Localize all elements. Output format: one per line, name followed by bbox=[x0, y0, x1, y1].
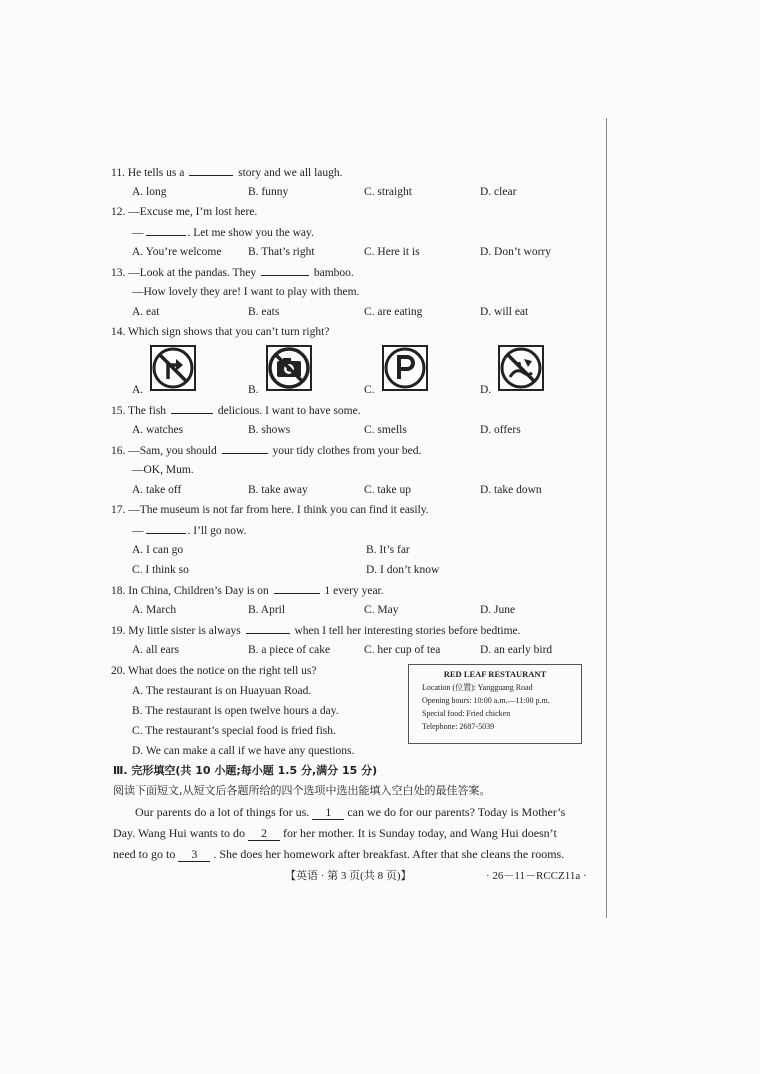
no-feeding-sign-icon bbox=[498, 345, 544, 391]
option-b: B. take away bbox=[248, 484, 308, 496]
option-a: A. take off bbox=[132, 484, 182, 496]
question-17-response: — . I’ll go now. bbox=[132, 525, 247, 537]
question-13 bbox=[111, 265, 354, 280]
notice-food: Special food: Fried chicken bbox=[422, 709, 511, 718]
option-a: A. The restaurant is on Huayuan Road. bbox=[132, 685, 312, 697]
option-c: C. take up bbox=[364, 484, 411, 496]
option-a: A. I can go bbox=[132, 544, 184, 556]
no-right-turn-sign-icon bbox=[150, 345, 196, 391]
question-20 bbox=[111, 664, 316, 678]
passage-line-2: Day. Wang Hui wants to do 2 for her mother. It is Sunday today, and Wang Hui doesn’t bbox=[113, 826, 557, 840]
question-text: 1 every year. bbox=[324, 585, 384, 597]
answer-blank bbox=[189, 165, 233, 176]
option-d: D. an early bird bbox=[480, 644, 553, 656]
option-b: B. It’s far bbox=[366, 544, 410, 556]
section-instruction: 阅读下面短文,从短文后各题所给的四个选项中选出能填入空白处的最佳答案。 bbox=[113, 784, 491, 797]
option-a: A. watches bbox=[132, 424, 184, 436]
question-text: —How lovely they are! I want to play with them. bbox=[132, 286, 360, 298]
question-19 bbox=[111, 623, 521, 638]
question-18 bbox=[111, 583, 384, 598]
question-number: 16. bbox=[111, 445, 126, 457]
option-b: B. a piece of cake bbox=[248, 644, 331, 656]
answer-blank bbox=[246, 623, 290, 634]
question-number: 15. bbox=[111, 405, 126, 417]
option-a: A. You’re welcome bbox=[132, 246, 222, 258]
question-text: when I tell her interesting stories before bedtime. bbox=[294, 625, 521, 637]
page-edge-line bbox=[606, 118, 607, 918]
question-text: My little sister is always bbox=[128, 625, 241, 637]
answer-blank bbox=[274, 583, 320, 594]
question-text: Which sign shows that you can’t turn right? bbox=[128, 326, 330, 338]
question-text: . I’ll go now. bbox=[187, 525, 247, 537]
page-code: · 26－11－RCCZ11a · bbox=[486, 870, 587, 882]
parking-sign-icon bbox=[382, 345, 428, 391]
question-text: He tells us a bbox=[127, 167, 185, 179]
question-number: 12. bbox=[111, 206, 126, 218]
question-text: your tidy clothes from your bed. bbox=[272, 445, 422, 457]
passage-blank: 1 bbox=[312, 805, 344, 820]
question-text: —Look at the pandas. They bbox=[128, 267, 257, 279]
option-c: C. May bbox=[364, 604, 399, 616]
option-a: A. all ears bbox=[132, 644, 179, 656]
question-14 bbox=[111, 325, 329, 339]
page-footer: 【英语 · 第 3 页(共 8 页)】 bbox=[285, 870, 412, 882]
answer-blank bbox=[171, 403, 213, 414]
question-number: 11. bbox=[111, 167, 125, 179]
question-text: What does the notice on the right tell us? bbox=[128, 665, 317, 677]
question-text: —Excuse me, I’m lost here. bbox=[128, 206, 258, 218]
question-number: 20. bbox=[111, 665, 126, 677]
section-heading: Ⅲ. 完形填空(共 10 小题;每小题 1.5 分,满分 15 分) bbox=[113, 764, 378, 777]
option-d: D. clear bbox=[480, 186, 517, 198]
option-c: C. straight bbox=[364, 186, 412, 198]
question-text: —Sam, you should bbox=[128, 445, 217, 457]
option-c: C. Here it is bbox=[364, 246, 420, 258]
no-photography-sign-icon bbox=[266, 345, 312, 391]
question-11 bbox=[111, 165, 343, 180]
question-text: delicious. I want to have some. bbox=[217, 405, 361, 417]
option-d: D. I don’t know bbox=[366, 564, 440, 576]
option-d: D. offers bbox=[480, 424, 521, 436]
option-c: C. her cup of tea bbox=[364, 644, 441, 656]
question-12 bbox=[111, 205, 257, 219]
option-b: B. That’s right bbox=[248, 246, 315, 258]
option-d: D. bbox=[480, 384, 492, 396]
option-b: B. April bbox=[248, 604, 286, 616]
question-number: 17. bbox=[111, 504, 126, 516]
notice-location: Location (位置): Yangguang Road bbox=[422, 683, 533, 692]
option-a: A. March bbox=[132, 604, 177, 616]
passage-line-3: need to go to 3 . She does her homework after breakfast. After that she cleans the rooms. bbox=[113, 847, 565, 861]
option-b: B. shows bbox=[248, 424, 291, 436]
question-text: —The museum is not far from here. I think you can find it easily. bbox=[128, 504, 429, 516]
answer-blank bbox=[261, 265, 309, 276]
option-d: D. We can make a call if we have any questions. bbox=[132, 745, 355, 757]
notice-telephone: Telephone: 2687-5039 bbox=[422, 722, 495, 731]
question-text: The fish bbox=[128, 405, 167, 417]
restaurant-notice bbox=[408, 664, 582, 744]
question-17 bbox=[111, 503, 429, 517]
option-a: A. long bbox=[132, 186, 167, 198]
option-b: B. The restaurant is open twelve hours a day. bbox=[132, 705, 339, 717]
notice-title: RED LEAF RESTAURANT bbox=[443, 669, 547, 679]
question-text: —OK, Mum. bbox=[132, 464, 194, 476]
question-text: In China, Children’s Day is on bbox=[128, 585, 269, 597]
question-text: bamboo. bbox=[313, 267, 354, 279]
option-b: B. funny bbox=[248, 186, 289, 198]
question-15 bbox=[111, 403, 361, 418]
answer-blank bbox=[222, 443, 268, 454]
passage-blank: 3 bbox=[178, 847, 210, 862]
option-a: A. eat bbox=[132, 306, 160, 318]
option-c: C. smells bbox=[364, 424, 407, 436]
option-b: B. eats bbox=[248, 306, 280, 318]
passage-blank: 2 bbox=[248, 826, 280, 841]
option-c: C. bbox=[364, 384, 375, 396]
option-c: C. The restaurant’s special food is fried fish. bbox=[132, 725, 336, 737]
option-d: D. take down bbox=[480, 484, 542, 496]
option-a: A. bbox=[132, 384, 144, 396]
option-d: D. Don’t worry bbox=[480, 246, 552, 258]
question-text: story and we all laugh. bbox=[238, 167, 343, 179]
option-d: D. June bbox=[480, 604, 516, 616]
passage-line-1: Our parents do a lot of things for us. 1 can we do for our parents? Today is Mother’s bbox=[135, 805, 566, 819]
option-b: B. bbox=[248, 384, 259, 396]
option-c: C. are eating bbox=[364, 306, 423, 318]
answer-blank bbox=[146, 225, 186, 236]
option-c: C. I think so bbox=[132, 564, 189, 576]
question-number: 19. bbox=[111, 625, 126, 637]
question-text: . Let me show you the way. bbox=[187, 227, 314, 239]
answer-blank bbox=[146, 523, 186, 534]
question-number: 13. bbox=[111, 267, 126, 279]
question-number: 14. bbox=[111, 326, 126, 338]
question-number: 18. bbox=[111, 585, 126, 597]
question-16 bbox=[111, 443, 421, 458]
question-12-response: — . Let me show you the way. bbox=[132, 227, 314, 239]
notice-hours: Opening hours: 10:00 a.m.—11:00 p.m. bbox=[422, 696, 550, 705]
option-d: D. will eat bbox=[480, 306, 529, 318]
